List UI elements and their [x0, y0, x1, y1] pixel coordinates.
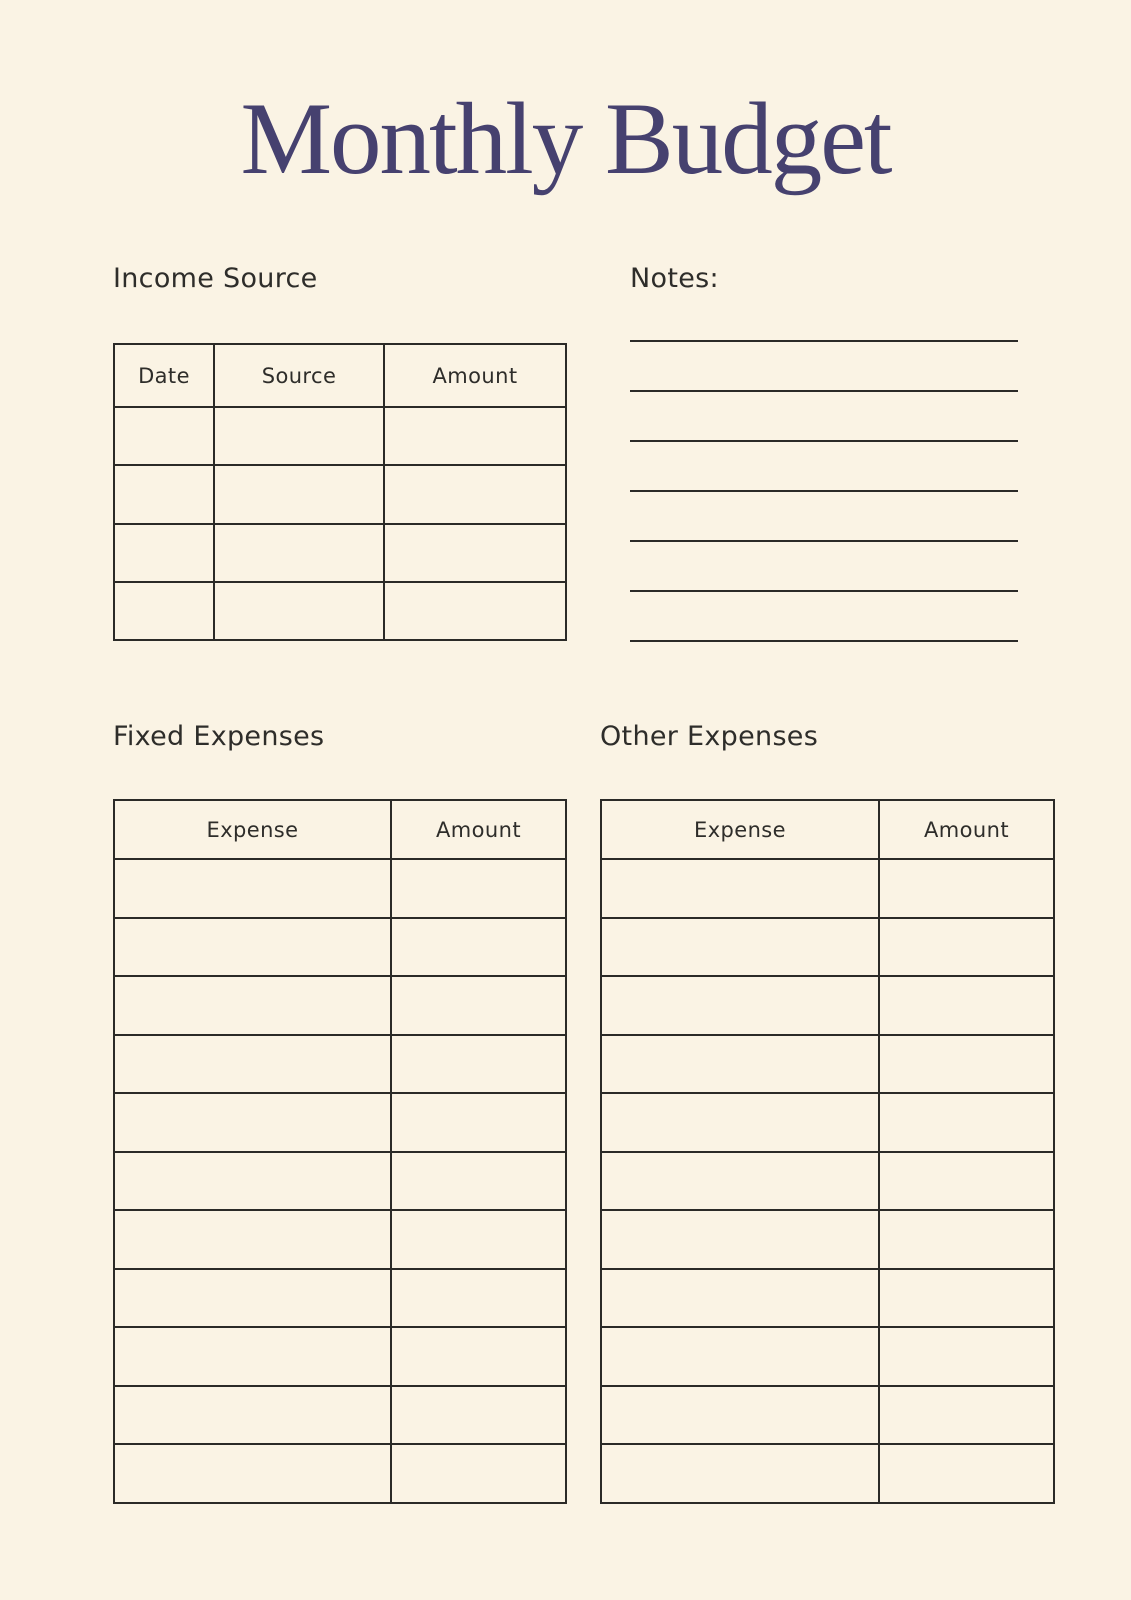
table-cell-empty — [879, 1093, 1054, 1152]
table-cell-empty — [601, 1269, 879, 1328]
table-cell-empty — [879, 1035, 1054, 1094]
table-cell-empty — [601, 976, 879, 1035]
note-line — [630, 490, 1018, 492]
table-cell-empty — [214, 407, 384, 465]
table-cell-empty — [391, 1210, 566, 1269]
column-header-amount: Amount — [391, 800, 566, 859]
table-cell-empty — [601, 859, 879, 918]
table-cell-empty — [879, 1444, 1054, 1503]
table-cell-empty — [384, 524, 566, 582]
table-row — [114, 524, 566, 582]
table-cell-empty — [879, 1327, 1054, 1386]
table-cell-empty — [601, 1035, 879, 1094]
note-line — [630, 640, 1018, 642]
table-row — [601, 918, 1054, 977]
column-header-source: Source — [214, 344, 384, 407]
table-row — [114, 465, 566, 523]
fixed-table-header-row — [114, 800, 566, 859]
column-header-expense: Expense — [601, 800, 879, 859]
table-row — [114, 1152, 566, 1211]
table-cell-empty — [214, 582, 384, 640]
table-cell-empty — [879, 1269, 1054, 1328]
table-cell-empty — [391, 1152, 566, 1211]
column-header-expense: Expense — [114, 800, 391, 859]
column-header-amount: Amount — [384, 344, 566, 407]
note-line — [630, 540, 1018, 542]
table-cell-empty — [384, 465, 566, 523]
table-cell-empty — [114, 1093, 391, 1152]
table-cell-empty — [114, 582, 214, 640]
table-cell-empty — [879, 918, 1054, 977]
table-cell-empty — [114, 407, 214, 465]
table-cell-empty — [114, 1386, 391, 1445]
table-cell-empty — [601, 1327, 879, 1386]
table-cell-empty — [879, 976, 1054, 1035]
other-expenses-table — [600, 799, 1055, 1504]
table-cell-empty — [879, 1386, 1054, 1445]
table-row — [601, 1035, 1054, 1094]
table-cell-empty — [384, 582, 566, 640]
table-cell-empty — [214, 465, 384, 523]
note-line — [630, 340, 1018, 342]
table-row — [114, 1269, 566, 1328]
table-row — [601, 976, 1054, 1035]
table-row — [114, 582, 566, 640]
note-line — [630, 590, 1018, 592]
table-cell-empty — [114, 859, 391, 918]
table-cell-empty — [114, 1444, 391, 1503]
table-cell-empty — [601, 1093, 879, 1152]
table-cell-empty — [391, 976, 566, 1035]
table-cell-empty — [114, 1210, 391, 1269]
table-cell-empty — [879, 1210, 1054, 1269]
fixed-expenses-table — [113, 799, 567, 1504]
table-cell-empty — [114, 524, 214, 582]
table-row — [114, 859, 566, 918]
table-row — [114, 918, 566, 977]
table-cell-empty — [114, 976, 391, 1035]
table-cell-empty — [114, 1327, 391, 1386]
table-cell-empty — [114, 1269, 391, 1328]
table-cell-empty — [114, 1152, 391, 1211]
table-row — [114, 1210, 566, 1269]
table-row — [601, 1386, 1054, 1445]
table-cell-empty — [391, 859, 566, 918]
table-cell-empty — [391, 1269, 566, 1328]
note-line — [630, 440, 1018, 442]
table-cell-empty — [601, 1444, 879, 1503]
other-expenses-heading: Other Expenses — [600, 721, 819, 752]
table-row — [601, 1152, 1054, 1211]
income-source-heading: Income Source — [113, 263, 318, 294]
table-row — [114, 1386, 566, 1445]
fixed-expenses-heading: Fixed Expenses — [113, 721, 325, 752]
notes-lines — [630, 340, 1018, 690]
table-cell-empty — [601, 918, 879, 977]
table-row — [601, 1444, 1054, 1503]
table-cell-empty — [391, 1327, 566, 1386]
table-cell-empty — [384, 407, 566, 465]
table-row — [601, 1269, 1054, 1328]
table-row — [601, 1327, 1054, 1386]
table-cell-empty — [601, 1386, 879, 1445]
income-table-header-row — [114, 344, 566, 407]
table-cell-empty — [879, 859, 1054, 918]
table-row — [114, 1327, 566, 1386]
table-cell-empty — [601, 1210, 879, 1269]
table-cell-empty — [114, 465, 214, 523]
note-line — [630, 390, 1018, 392]
table-cell-empty — [391, 1444, 566, 1503]
table-cell-empty — [114, 1035, 391, 1094]
table-cell-empty — [879, 1152, 1054, 1211]
table-cell-empty — [214, 524, 384, 582]
table-row — [601, 1210, 1054, 1269]
table-cell-empty — [114, 918, 391, 977]
other-table-header-row — [601, 800, 1054, 859]
page-title: Monthly Budget — [240, 82, 891, 196]
column-header-amount: Amount — [879, 800, 1054, 859]
table-row — [114, 1093, 566, 1152]
notes-heading: Notes: — [630, 263, 719, 294]
table-cell-empty — [391, 1386, 566, 1445]
table-cell-empty — [391, 1093, 566, 1152]
column-header-date: Date — [114, 344, 214, 407]
table-row — [114, 407, 566, 465]
table-cell-empty — [391, 1035, 566, 1094]
table-cell-empty — [391, 918, 566, 977]
table-row — [601, 1093, 1054, 1152]
table-row — [601, 859, 1054, 918]
table-row — [114, 1035, 566, 1094]
income-source-table — [113, 343, 567, 641]
table-cell-empty — [601, 1152, 879, 1211]
table-row — [114, 1444, 566, 1503]
table-row — [114, 976, 566, 1035]
